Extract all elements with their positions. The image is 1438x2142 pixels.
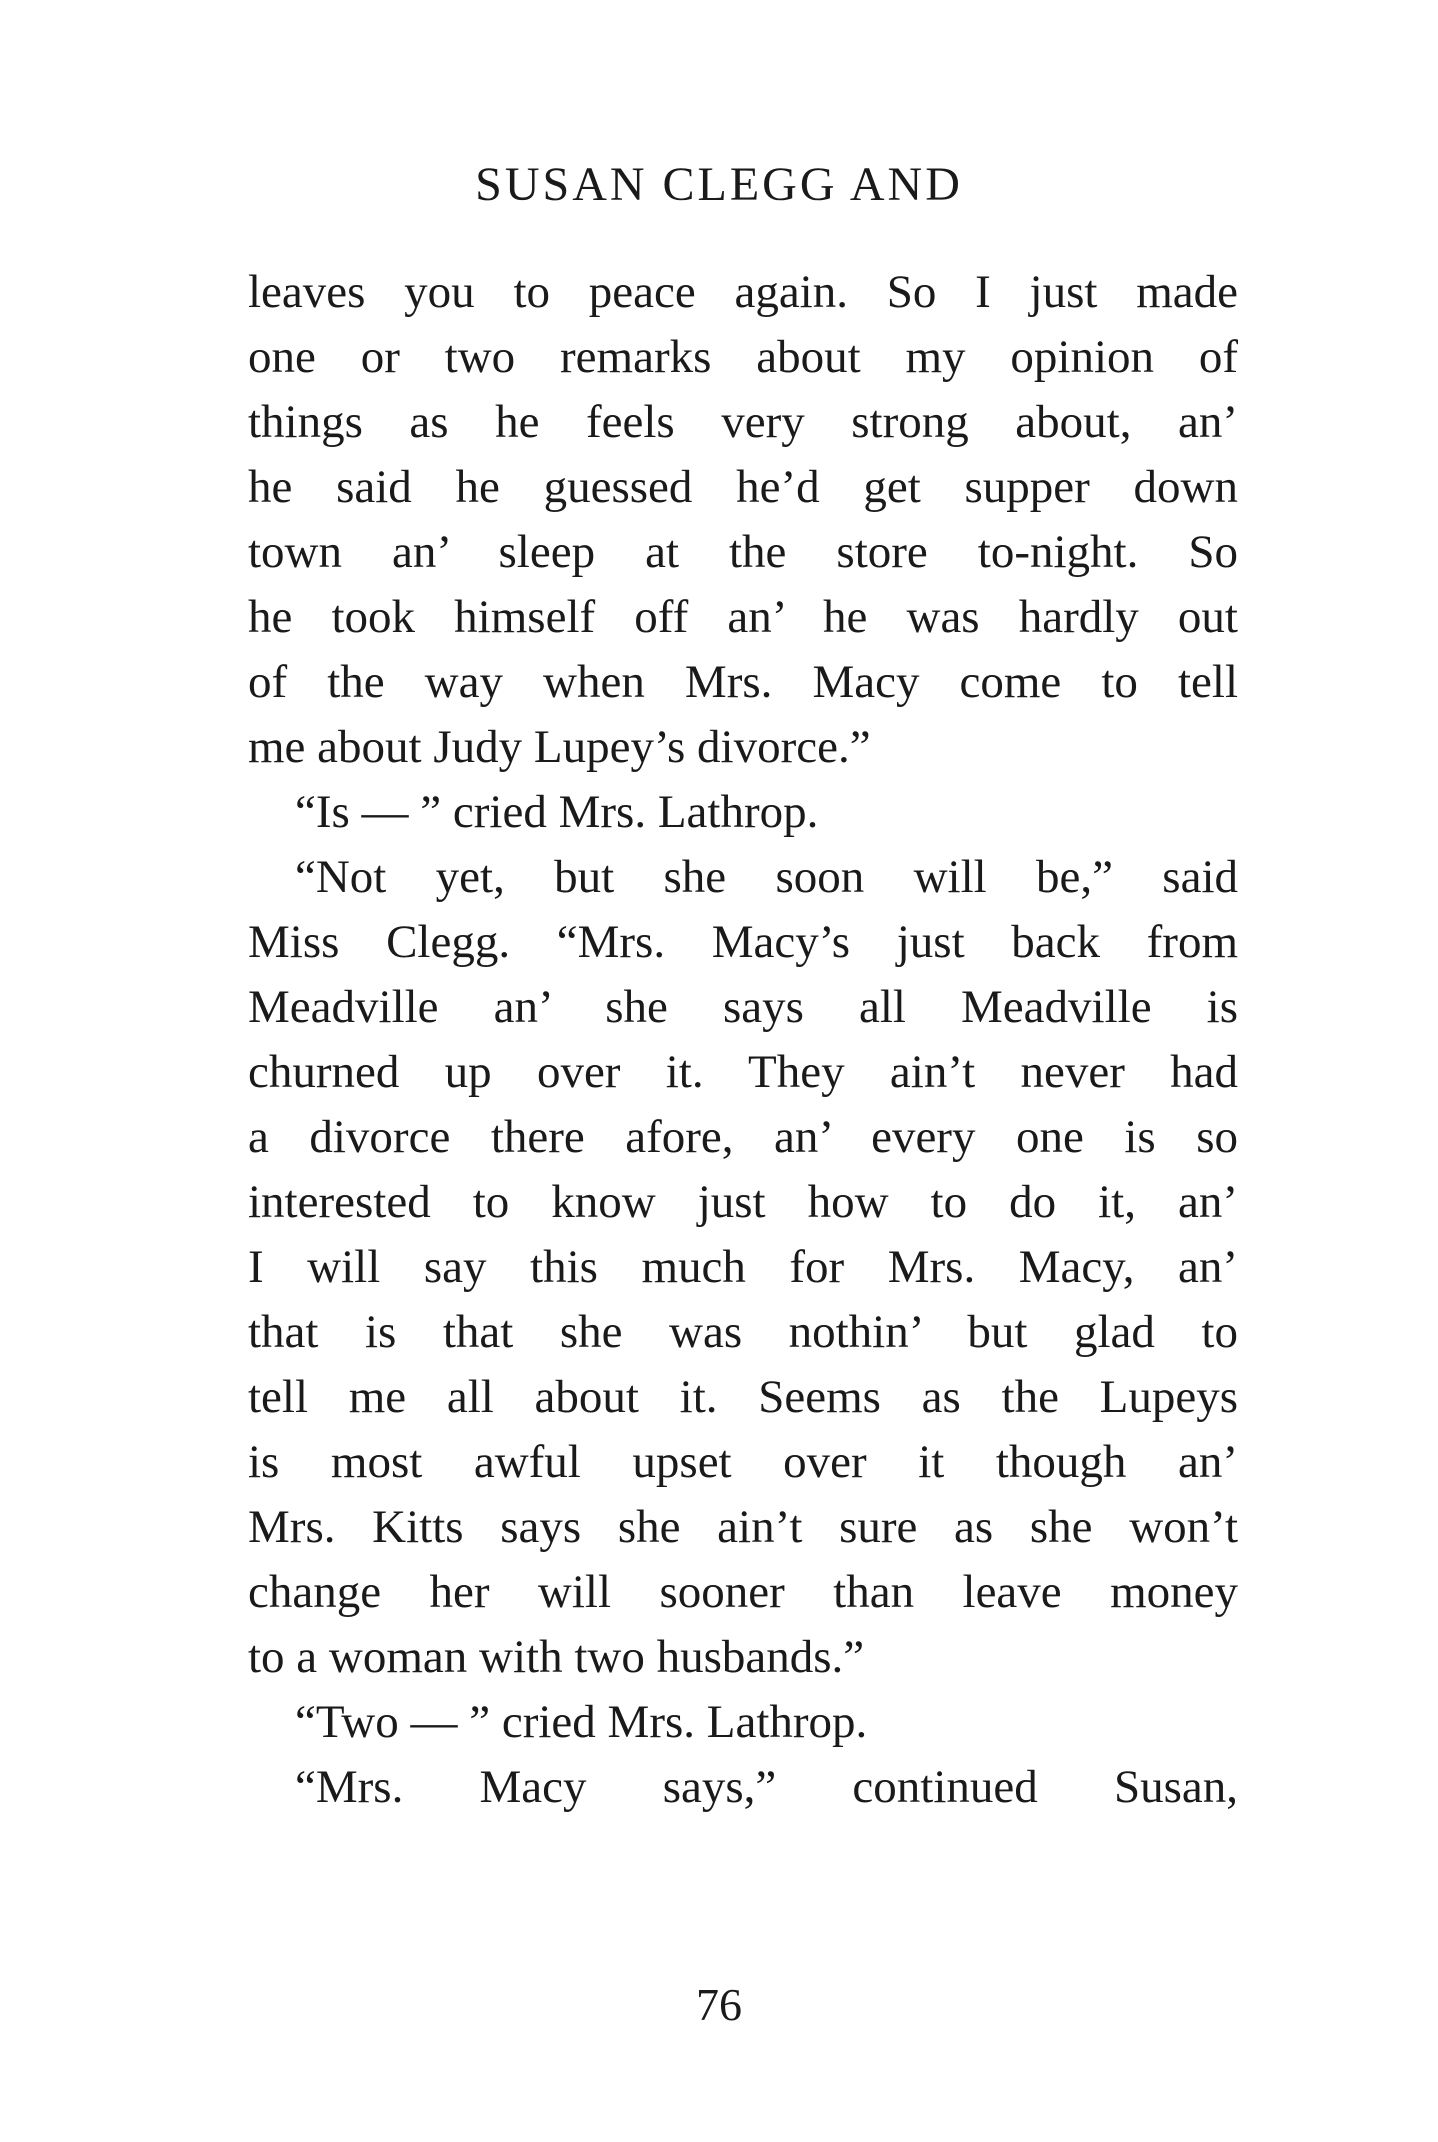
text-line: “Mrs. Macy says,” continued Susan, <box>295 1761 1238 1813</box>
text-line: “Two — ” cried Mrs. Lathrop. <box>295 1696 868 1748</box>
text-line: to a woman with two husbands.” <box>248 1631 865 1683</box>
text-line: churned up over it. They ain’t never had <box>248 1046 1238 1098</box>
text-line: he took himself off an’ he was hardly out <box>248 591 1238 643</box>
text-line: I will say this much for Mrs. Macy, an’ <box>248 1241 1238 1293</box>
text-line: town an’ sleep at the store to-night. So <box>248 526 1238 578</box>
text-line: one or two remarks about my opinion of <box>248 331 1238 383</box>
text-line: tell me all about it. Seems as the Lupeys <box>248 1371 1238 1423</box>
text-line: change her will sooner than leave money <box>248 1566 1238 1618</box>
text-line: leaves you to peace again. So I just made <box>248 266 1238 318</box>
text-line: he said he guessed he’d get supper down <box>248 461 1238 513</box>
text-line: a divorce there afore, an’ every one is so <box>248 1111 1238 1163</box>
text-line: Mrs. Kitts says she ain’t sure as she won’t <box>248 1501 1238 1553</box>
running-head: SUSAN CLEGG AND <box>475 158 963 211</box>
text-line: “Is — ” cried Mrs. Lathrop. <box>295 786 819 838</box>
page-number: 76 <box>696 1979 742 2030</box>
text-line: that is that she was nothin’ but glad to <box>248 1306 1238 1358</box>
text-line: “Not yet, but she soon will be,” said <box>295 851 1238 903</box>
text-line: is most awful upset over it though an’ <box>248 1436 1238 1488</box>
text-line: interested to know just how to do it, an’ <box>248 1176 1238 1228</box>
text-line: Miss Clegg. “Mrs. Macy’s just back from <box>248 916 1238 968</box>
text-line: of the way when Mrs. Macy come to tell <box>248 656 1238 708</box>
text-line: me about Judy Lupey’s divorce.” <box>248 721 871 773</box>
text-line: things as he feels very strong about, an’ <box>248 396 1238 448</box>
text-line: Meadville an’ she says all Meadville is <box>248 981 1238 1033</box>
